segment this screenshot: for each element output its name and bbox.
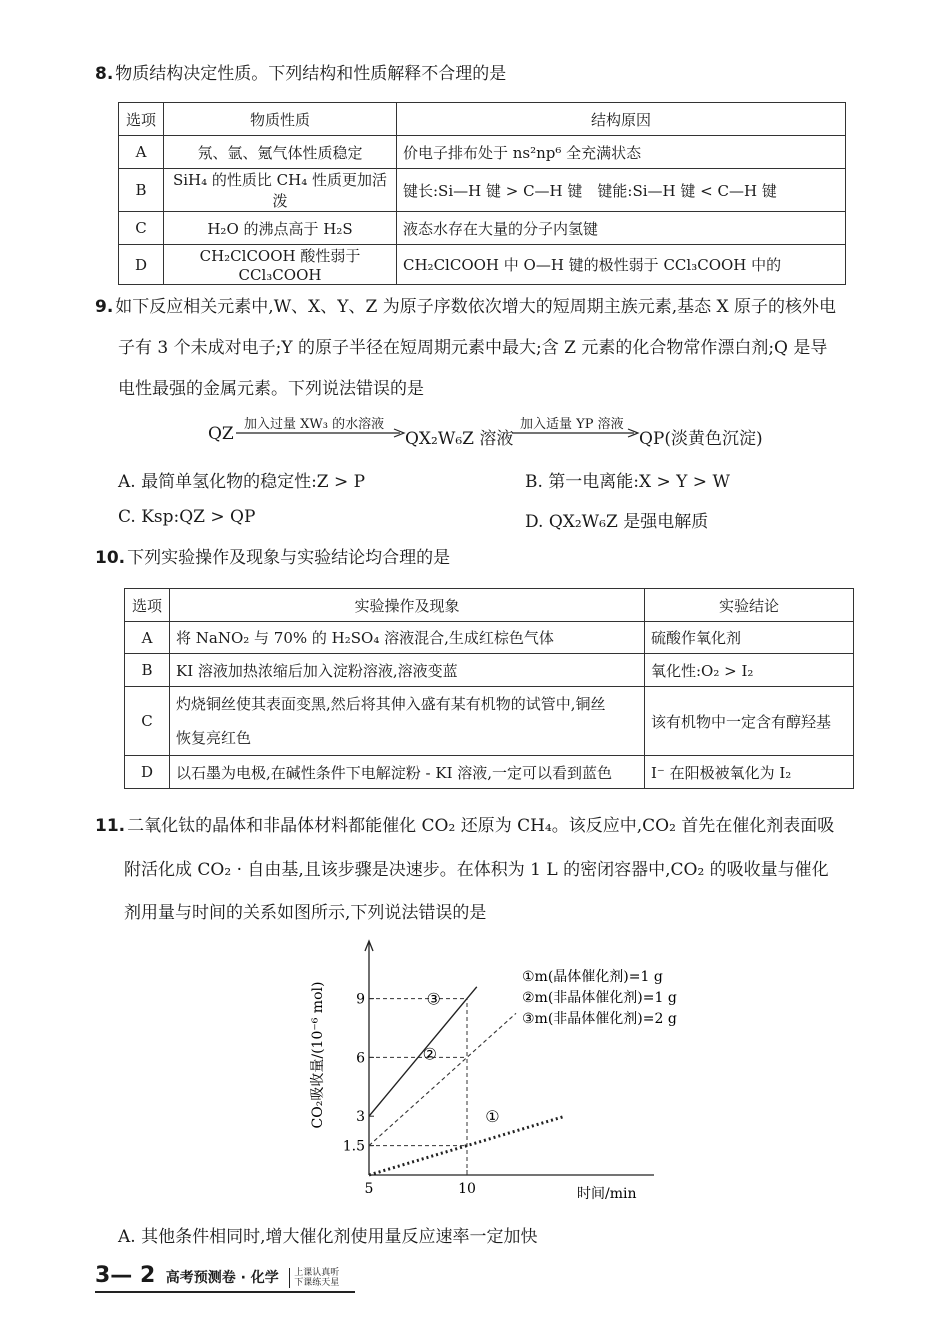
q8-row-property: 氖、氩、氪气体性质稳定 bbox=[164, 136, 397, 169]
q10-row-operation: 以石墨为电极,在碱性条件下电解淀粉 - KI 溶液,一定可以看到蓝色 bbox=[170, 756, 645, 789]
q8-row-reason: 液态水存在大量的分子内氢键 bbox=[397, 212, 846, 245]
q8-table-header bbox=[119, 103, 846, 136]
footer-rule bbox=[95, 1291, 355, 1293]
q8-row-reason: 键长:Si—H 键 > C—H 键 键能:Si—H 键 < C—H 键 bbox=[397, 169, 846, 212]
q10-header-operation: 实验操作及现象 bbox=[170, 589, 645, 622]
reaction-mid: QX₂W₆Z 溶液 bbox=[405, 429, 514, 449]
y-tick-label: 3 bbox=[356, 1109, 365, 1126]
q8-row-option: C bbox=[119, 212, 164, 245]
y-tick-label: 1.5 bbox=[342, 1138, 365, 1155]
q10-table-header bbox=[125, 589, 854, 622]
q10-row-option: B bbox=[125, 654, 170, 687]
y-axis-label: CO₂吸收量/(10⁻⁶ mol) bbox=[310, 981, 326, 1129]
y-tick-label: 6 bbox=[356, 1050, 365, 1067]
q8-header-option: 选项 bbox=[119, 103, 164, 136]
q9-option-d[interactable]: D. QX₂W₆Z 是强电解质 bbox=[525, 512, 709, 532]
q10-row-conclusion: 该有机物中一定含有醇羟基 bbox=[645, 687, 854, 756]
q8-row-option: B bbox=[119, 169, 164, 212]
q8-header-property: 物质性质 bbox=[164, 103, 397, 136]
footer bbox=[95, 1263, 339, 1288]
series-marker-3: ③ bbox=[426, 989, 441, 1009]
table-row bbox=[119, 169, 846, 212]
q8-stem bbox=[95, 64, 506, 84]
q9-stem-line-3: 电性最强的金属元素。下列说法错误的是 bbox=[118, 379, 424, 399]
q9-stem-line-2: 子有 3 个未成对电子;Y 的原子半径在短周期元素中最大;含 Z 元素的化合物常作漂白剂;Q 是导 bbox=[118, 338, 828, 358]
q10-table bbox=[124, 588, 854, 789]
x-axis-label: 时间/min bbox=[577, 1186, 637, 1202]
q10-row-operation-line2: 恢复亮红色 bbox=[176, 729, 252, 747]
page-number: 3— 2 bbox=[95, 1263, 156, 1288]
q11-stem-line-1 bbox=[95, 811, 834, 836]
q10-row-operation: 将 NaNO₂ 与 70% 的 H₂SO₄ 溶液混合,生成红棕色气体 bbox=[170, 622, 645, 654]
y-tick-label: 9 bbox=[356, 991, 365, 1008]
table-row bbox=[119, 212, 846, 245]
q9-option-b[interactable]: B. 第一电离能:X > Y > W bbox=[525, 472, 730, 492]
chart-labels bbox=[309, 968, 677, 1202]
co2-absorption-chart bbox=[300, 935, 700, 1210]
q10-row-operation-line1: 灼烧铜丝使其表面变黑,然后将其伸入盛有某有机物的试管中,铜丝 bbox=[176, 695, 606, 713]
q8-table bbox=[118, 102, 846, 285]
q9-stem-line-1 bbox=[95, 292, 836, 317]
q9-number: 9. bbox=[95, 297, 114, 317]
q10-row-operation: KI 溶液加热浓缩后加入淀粉溶液,溶液变蓝 bbox=[170, 654, 645, 687]
footer-motto bbox=[289, 1268, 339, 1288]
q10-stem-text: 下列实验操作及现象与实验结论均合理的是 bbox=[127, 548, 451, 568]
q11-stem-line-2: 附活化成 CO₂ · 自由基,且该步骤是决速步。在体积为 1 L 的密闭容器中,CO₂ 的吸收量与催化 bbox=[124, 860, 829, 880]
q11-number: 11. bbox=[95, 816, 126, 836]
reaction-start: QZ bbox=[208, 424, 234, 444]
x-tick-label: 10 bbox=[458, 1181, 476, 1197]
q10-row-option: D bbox=[125, 756, 170, 789]
q8-row-property: SiH₄ 的性质比 CH₄ 性质更加活泼 bbox=[164, 169, 397, 212]
table-row bbox=[125, 687, 854, 756]
table-row bbox=[125, 622, 854, 654]
x-tick-label: 5 bbox=[364, 1181, 374, 1197]
q11-stem-text-1: 二氧化钛的晶体和非晶体材料都能催化 CO₂ 还原为 CH₄。该反应中,CO₂ 首先在催化剂表面吸 bbox=[127, 816, 835, 836]
q8-stem-text: 物质结构决定性质。下列结构和性质解释不合理的是 bbox=[115, 64, 507, 84]
q10-row-conclusion: I⁻ 在阳极被氧化为 I₂ bbox=[645, 756, 854, 789]
q10-stem bbox=[95, 548, 450, 568]
reaction-arrow2-icon bbox=[512, 428, 640, 438]
reaction-arrow1-label: 加入过量 XW₃ 的水溶液 bbox=[244, 417, 385, 432]
series-marker-1: ① bbox=[485, 1107, 500, 1127]
q10-row-option: A bbox=[125, 622, 170, 654]
q8-row-option: A bbox=[119, 136, 164, 169]
q11-stem-line-3: 剂用量与时间的关系如图所示,下列说法错误的是 bbox=[124, 903, 487, 923]
table-row bbox=[125, 756, 854, 789]
footer-title: 高考预测卷 · 化学 bbox=[165, 1270, 279, 1286]
q8-number: 8. bbox=[95, 64, 114, 84]
q8-row-option: D bbox=[119, 245, 164, 285]
q8-row-property: H₂O 的沸点高于 H₂S bbox=[164, 212, 397, 245]
table-row bbox=[125, 654, 854, 687]
series-marker-2: ② bbox=[422, 1044, 437, 1064]
q9-option-c[interactable]: C. Ksp:QZ > QP bbox=[118, 507, 256, 527]
q8-row-property: CH₂ClCOOH 酸性弱于 CCl₃COOH bbox=[164, 245, 397, 285]
q9-option-a[interactable]: A. 最简单氢化物的稳定性:Z > P bbox=[118, 472, 366, 492]
table-row bbox=[119, 136, 846, 169]
q10-row-operation bbox=[170, 687, 645, 756]
chart-guides bbox=[369, 999, 467, 1175]
footer-motto-line1: 上课认真听 bbox=[294, 1268, 340, 1278]
reaction-end: QP(淡黄色沉淀) bbox=[639, 429, 763, 449]
legend-entry: ②m(非晶体催化剂)=1 g bbox=[522, 990, 677, 1006]
q8-row-reason: CH₂ClCOOH 中 O—H 键的极性弱于 CCl₃COOH 中的 bbox=[397, 245, 846, 285]
q8-row-reason: 价电子排布处于 ns²np⁶ 全充满状态 bbox=[397, 136, 846, 169]
q8-header-reason: 结构原因 bbox=[397, 103, 846, 136]
q10-row-option: C bbox=[125, 687, 170, 756]
footer-motto-line2: 下课练天星 bbox=[294, 1278, 340, 1288]
legend-entry: ③m(非晶体催化剂)=2 g bbox=[522, 1011, 677, 1027]
q10-row-conclusion: 氧化性:O₂ > I₂ bbox=[645, 654, 854, 687]
q9-stem-text-1: 如下反应相关元素中,W、X、Y、Z 为原子序数依次增大的短周期主族元素,基态 X 原子的核外电 bbox=[115, 297, 837, 317]
q10-header-option: 选项 bbox=[125, 589, 170, 622]
q11-option-a[interactable]: A. 其他条件相同时,增大催化剂使用量反应速率一定加快 bbox=[118, 1227, 538, 1247]
reaction-arrow2-label: 加入适量 YP 溶液 bbox=[520, 417, 624, 432]
q10-header-conclusion: 实验结论 bbox=[645, 589, 854, 622]
reaction-arrow1-icon bbox=[236, 428, 406, 438]
q10-row-conclusion: 硫酸作氧化剂 bbox=[645, 622, 854, 654]
table-row bbox=[119, 245, 846, 285]
legend-entry: ①m(晶体催化剂)=1 g bbox=[522, 969, 663, 985]
q10-number: 10. bbox=[95, 548, 126, 568]
